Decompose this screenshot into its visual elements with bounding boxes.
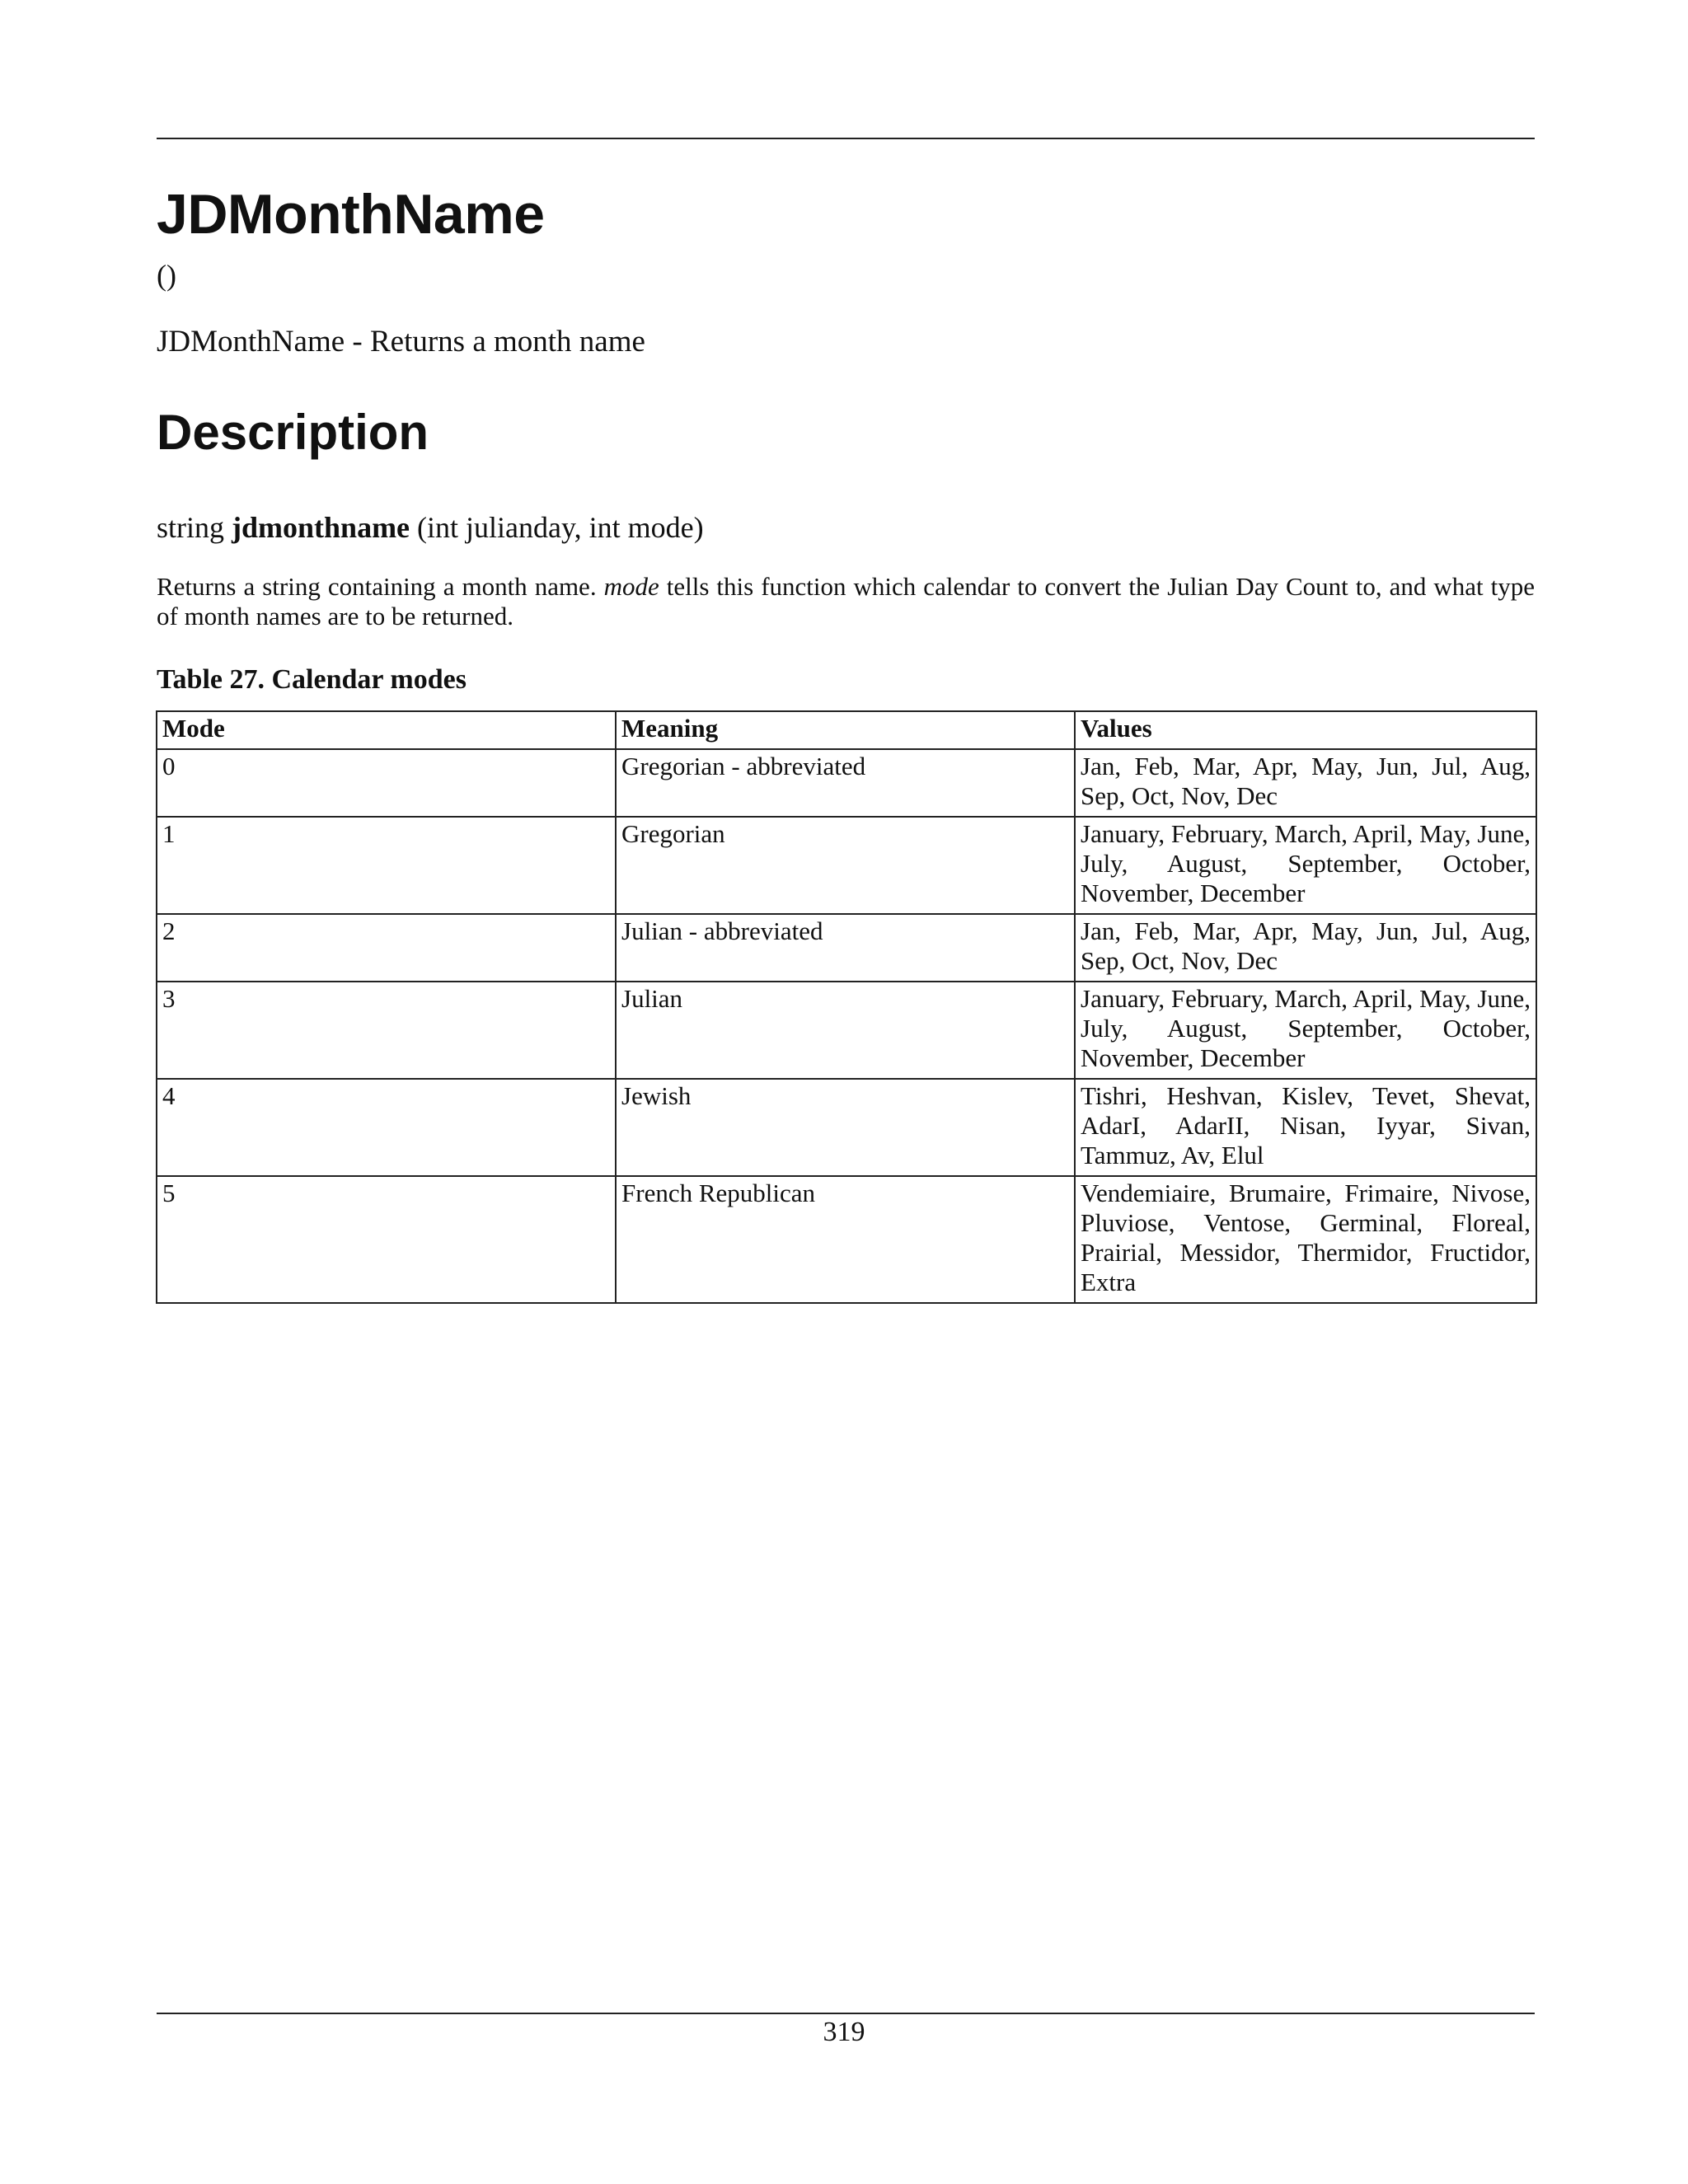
reference-purpose: JDMonthName - Returns a month name	[157, 325, 645, 359]
table-row	[157, 982, 1536, 1079]
cell-values: Vendemiaire, Brumaire, Frimaire, Nivose, Pluviose, Ventose, Germinal, Floreal, Prairial, Messidor, Thermidor, Fructidor, Extra	[1075, 1176, 1536, 1303]
cell-meaning: Julian - abbreviated	[616, 914, 1075, 982]
footer-rule	[157, 2013, 1535, 2014]
table-row	[157, 1176, 1536, 1303]
cell-mode: 3	[157, 982, 616, 1079]
table-caption: Table 27. Calendar modes	[157, 664, 467, 695]
description-paragraph	[157, 572, 1535, 631]
table-row	[157, 1079, 1536, 1176]
page-title: JDMonthName	[157, 183, 545, 246]
column-header-meaning: Meaning	[616, 711, 1075, 749]
description-text-end: tells this function which calendar to convert the Julian Day Count to, and what type of month names are to be returned.	[157, 572, 1536, 630]
table-row	[157, 749, 1536, 817]
cell-meaning: Gregorian - abbreviated	[616, 749, 1075, 817]
cell-values: January, February, March, April, May, June, July, August, September, October, November, December	[1075, 982, 1536, 1079]
cell-meaning: Gregorian	[616, 817, 1075, 914]
cell-mode: 1	[157, 817, 616, 914]
description-emphasis-mode: mode	[603, 572, 659, 601]
synopsis-return-type: string	[157, 511, 225, 544]
cell-values: Tishri, Heshvan, Kislev, Tevet, Shevat, AdarI, AdarII, Nisan, Iyyar, Sivan, Tammuz, Av, Elul	[1075, 1079, 1536, 1176]
cell-values: January, February, March, April, May, June, July, August, September, October, November, December	[1075, 817, 1536, 914]
table-row	[157, 914, 1536, 982]
function-parens: ()	[157, 259, 176, 292]
cell-meaning: Jewish	[616, 1079, 1075, 1176]
cell-mode: 0	[157, 749, 616, 817]
cell-mode: 2	[157, 914, 616, 982]
column-header-mode: Mode	[157, 711, 616, 749]
cell-values: Jan, Feb, Mar, Apr, May, Jun, Jul, Aug, Sep, Oct, Nov, Dec	[1075, 749, 1536, 817]
function-synopsis	[157, 513, 704, 542]
description-text-start: Returns a string containing a month name.	[157, 572, 597, 601]
cell-mode: 5	[157, 1176, 616, 1303]
calendar-modes-table	[156, 710, 1537, 1304]
section-heading-description: Description	[157, 405, 429, 460]
column-header-values: Values	[1075, 711, 1536, 749]
table-row	[157, 817, 1536, 914]
table-header-row	[157, 711, 1536, 749]
cell-values: Jan, Feb, Mar, Apr, May, Jun, Jul, Aug, Sep, Oct, Nov, Dec	[1075, 914, 1536, 982]
synopsis-function-name: jdmonthname	[232, 511, 410, 544]
header-rule	[157, 138, 1535, 139]
page-number: 319	[823, 2017, 865, 2047]
cell-meaning: Julian	[616, 982, 1075, 1079]
synopsis-params: (int julianday, int mode)	[417, 511, 704, 544]
cell-mode: 4	[157, 1079, 616, 1176]
cell-meaning: French Republican	[616, 1176, 1075, 1303]
